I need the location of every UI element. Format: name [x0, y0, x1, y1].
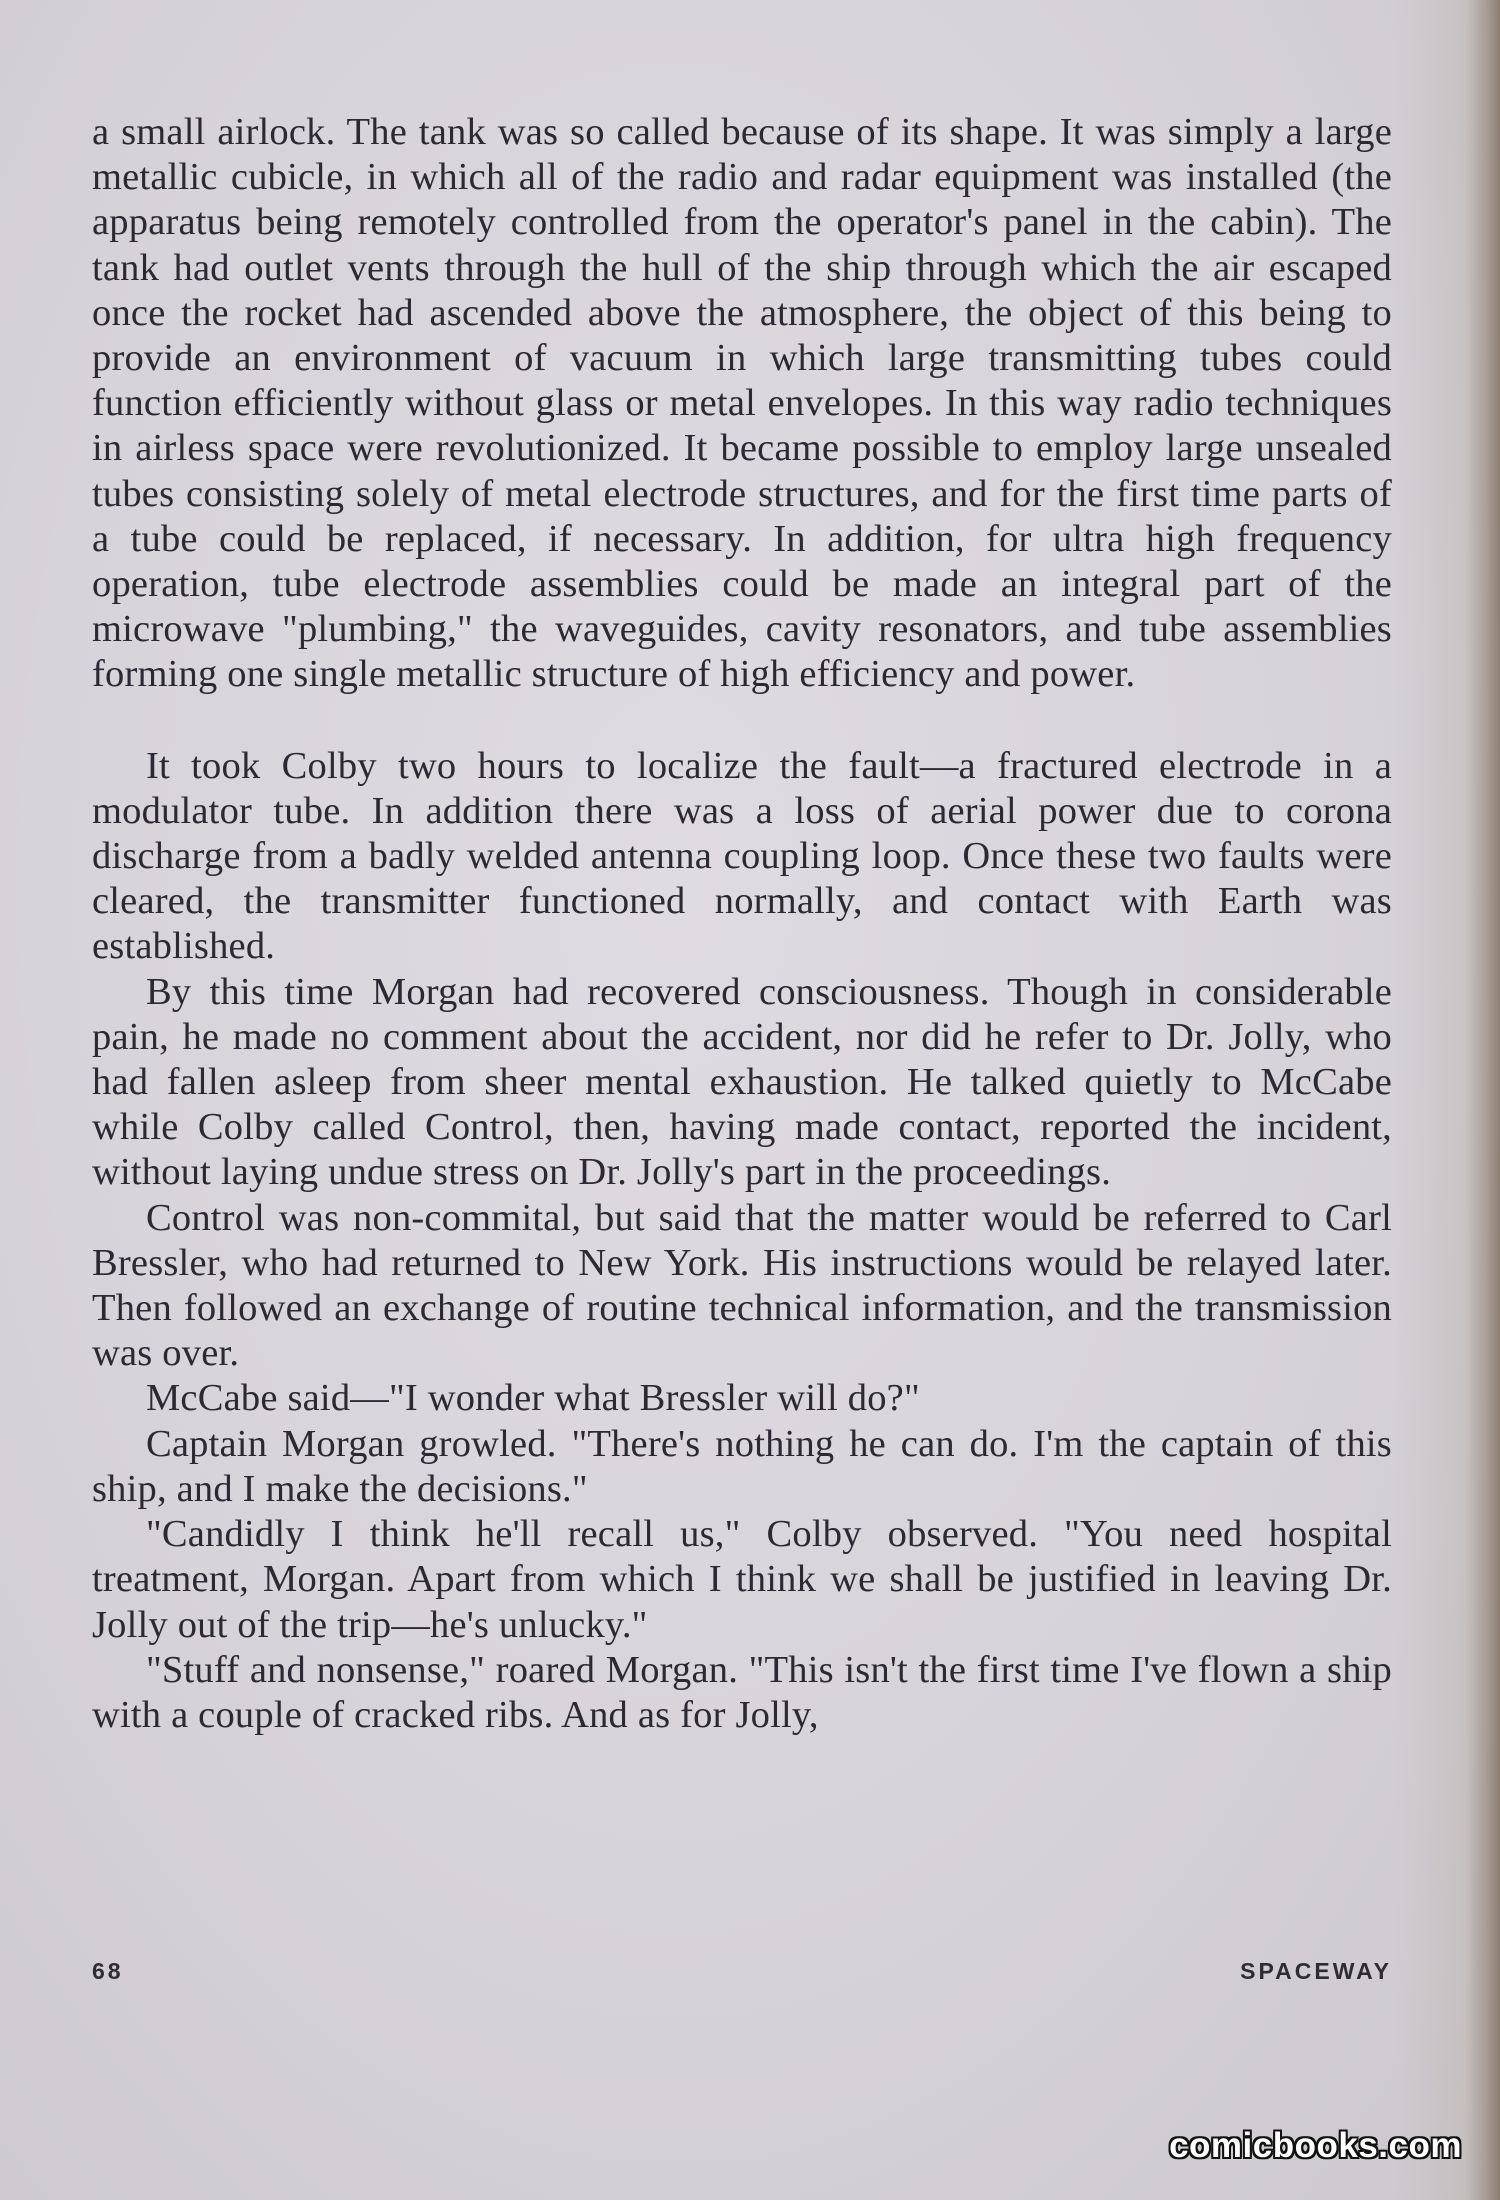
spine-shadow: [1464, 0, 1500, 2200]
magazine-name: SPACEWAY: [1240, 1958, 1392, 1984]
paragraph-1: a small airlock. The tank was so called because of its shape. It was simply a large metallic cubicle, in which all of the radio and radar equipment was installed (the apparatus being remotely controlled from the operator's panel in the cabin). The tank had outlet vents through the hull of the ship through which the air escaped once the rocket had ascended above the atmosphere, the object of this being to provide an environment of vacuum in which large transmitting tubes could function efficiently without glass or metal envelopes. In this way radio techniques in airless space were revolutionized. It became possible to employ large unsealed tubes consisting solely of metal electrode structures, and for the first time parts of a tube could be replaced, if necessary. In addition, for ultra high frequency operation, tube electrode assemblies could be made an integral part of the microwave "plumbing," the waveguides, cavity resonators, and tube assemblies forming one single metallic structure of high efficiency and power.: [92, 111, 1392, 696]
book-page: [92, 110, 1392, 2110]
page-footer: [92, 1958, 1392, 1998]
watermark: comicbooks.com: [1169, 2126, 1462, 2165]
paragraph-3: By this time Morgan had recovered consciousness. Though in considerable pain, he made no comment about the accident, nor did he refer to Dr. Jolly, who had fallen asleep from sheer mental exhaustion. He talked quietly to McCabe while Colby called Control, then, having made contact, reported the incident, without laying undue stress on Dr. Jolly's part in the proceedings.: [92, 970, 1392, 1194]
paragraph-7: "Candidly I think he'll recall us," Colby observed. "You need hospital treatment, Morgan. Apart from which I think we shall be justified in leaving Dr. Jolly out of the trip—he's unlucky.": [92, 1513, 1392, 1646]
paragraph-6: Captain Morgan growled. "There's nothing he can do. I'm the captain of this ship, and I make the decisions.": [92, 1422, 1392, 1510]
paragraph-5: McCabe said—"I wonder what Bressler will do?": [146, 1377, 920, 1420]
paragraph-2: It took Colby two hours to localize the fault—a fractured electrode in a modulator tube. In addition there was a loss of aerial power due to corona discharge from a badly welded antenna coupling loop. Once these two faults were cleared, the transmitter functioned normally, and contact with Earth was established.: [92, 744, 1392, 968]
paragraph-8: "Stuff and nonsense," roared Morgan. "This isn't the first time I've flown a ship with a couple of cracked ribs. And as for Jolly,: [92, 1648, 1392, 1736]
paragraph-4: Control was non-commital, but said that the matter would be referred to Carl Bressler, who had returned to New York. His instructions would be relayed later. Then followed an exchange of routine technical information, and the transmission was over.: [92, 1196, 1392, 1375]
body-text: [92, 110, 1392, 1738]
page-number: 68: [92, 1958, 124, 1984]
